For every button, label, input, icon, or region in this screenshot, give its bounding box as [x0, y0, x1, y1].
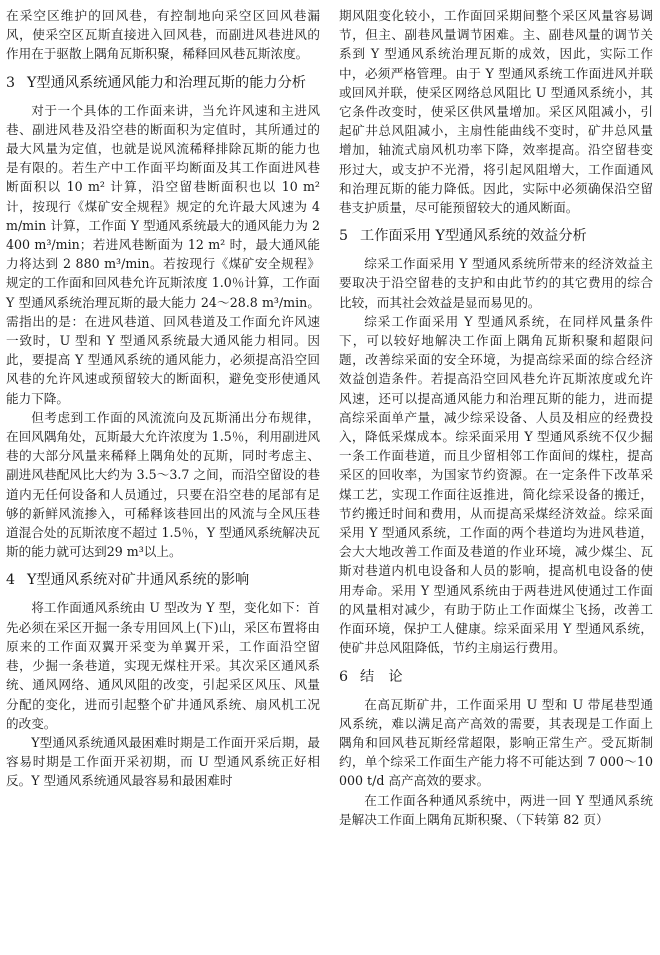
section-number: 3: [6, 74, 16, 91]
paragraph: 在采空区维护的回风巷，有控制地向采空区回风巷漏风，使采空区瓦斯直接进入回风巷，而副进风巷进风的作用在于驱散上隅角瓦斯积聚，稀释回风巷瓦斯浓度。: [6, 8, 320, 62]
paragraph: Y型通风系统通风最困难时期是工作面开采后期，最容易时期是工作面开采初期，而 U 型通风系统正好相反。Y 型通风系统通风最容易和最困难时: [6, 734, 320, 789]
section-title: 工作面采用 Y型通风系统的效益分析: [360, 228, 587, 245]
paragraph: 但考虑到工作面的风流流向及瓦斯涌出分布规律，在回风隅角处，瓦斯最大允许浓度为 1.5％，利用副进风巷的大部分风量来稀释上隅角处的瓦斯，同时考虑主、副进风巷配风比大约为 3.5～3.7 之间，而沿空留设的巷道内无任何设备和人员通过，只要在沿空巷的尾部有足够的新鲜风流掺入，可稀释该巷回出的风流与全风压巷道混合处的瓦斯浓度不超过 1.5％，Y 型通风系统解决瓦斯的能力就可达到29 m³以上。: [6, 409, 320, 560]
section-number: 4: [6, 572, 16, 589]
section-title: Y型通风系统对矿井通风系统的影响: [27, 572, 250, 589]
section-heading-5: [339, 226, 653, 246]
paragraph: 综采工作面采用 Y 型通风系统，在同样风量条件下，可以较好地解决工作面上隅角瓦斯积聚和超限问题，改善综采面的安全环境，为提高综采面的综合经济效益创造条件。若提高沿空回风巷允许瓦斯浓度或允许风速，还可以提高通风能力和治理瓦斯的能力，进而提高综采面单产量，减少综采设备、人员及相应的经费投入，降低采煤成本。综采面采用 Y 型通风系统不仅少掘一条工作面巷道，而且少留相邻工作面间的煤柱，提高采区的回收率，为国家节约资源。在一定条件下改革采煤工艺，实现工作面往返推进，简化综采设备的搬迁，节约搬迁时间和费用，从而提高采煤经济效益。综采面采用 Y 型通风系统，工作面的两个巷道均为进风巷道，会大大地改善工作面及巷道的作业环境，减少煤尘、瓦斯对巷道内机电设备和人员的影响，提高机电设备的使用寿命。采用 Y 型通风系统由于两巷进风使通过工作面的风量相对减少，有助于防止工作面煤尘飞扬，改善工作面环境，保护工人健康。综采面采用 Y 型通风系统，使矿井总风阻降低，节约主扇运行费用。: [339, 313, 653, 656]
section-heading-4: [6, 570, 320, 590]
section-number: 5: [339, 228, 349, 245]
paragraph: 对于一个具体的工作面来讲，当允许风速和主进风巷、副进风巷及沿空巷的断面积为定值时，其所通过的最大风量为定值，也就是说风流稀释排除瓦斯的能力也是有限的。若生产中工作面平均断面及其工作面进风巷断面积以 10 m² 计算，沿空留巷断面积也以 10 m² 计，按现行《煤矿安全规程》规定的允许最大风速为 4 m/min 计算，工作面 Y 型通风系统最大的通风能力为 2 400 m³/min；若进风巷断面为 12 m² 时，最大通风能力将达到 2 880 m³/min。若按现行《煤矿安全规程》规定的工作面和回风巷允许瓦斯浓度 1.0％计算，工作面 Y 型通风系统治理瓦斯的最大能力 24～28.8 m³/min。需指出的是：在进风巷道、回风巷道及工作面允许风速一致时，U 型和 Y 型通风系统最大通风能力相同。因此，要提高 Y 型通风系统的通风能力，必须提高沿空回风巷的允许风速或预留较大的断面积，避免变形使通风能力下降。: [6, 102, 320, 406]
section-number: 6: [339, 668, 349, 685]
paragraph: 期风阻变化较小，工作面回采期间整个采区风量容易调节，但主、副巷风量调节困难。主、副巷风量的调节关系到 Y 型通风系统治理瓦斯的成效，因此，实际工作中，必须严格管理。由于 Y 型通风系统工作面进风并联或回风并联，使采区网络总风阻比 U 型通风系统小，其它条件改变时，使采区供风量增加。采区风阻减小，引起矿井总风阻减小，主扇性能曲线不变时，矿井总风量增加，轴流式扇风机功率下降，效率提高。沿空留巷变形过大，或支护不光滑，将引起风阻增大，工作面通风和治理瓦斯的能力降低。因此，实际中必须确保沿空留巷支护质量，尽可能预留较大的通风断面。: [339, 8, 653, 216]
paragraph: 综采工作面采用 Y 型通风系统所带来的经济效益主要取决于沿空留巷的支护和由此节约的其它费用的综合比较，而其社会效益是显而易见的。: [339, 256, 653, 310]
right-column: [339, 6, 653, 829]
section-title: Y型通风系统通风能力和治理瓦斯的能力分析: [27, 74, 306, 91]
paragraph: 在高瓦斯矿井，工作面采用 U 型和 U 带尾巷型通风系统，难以满足高产高效的需要，其表现是工作面上隅角和回风巷瓦斯经常超限，影响正常生产。受瓦斯制约，单个综采工作面生产能力将不可能达到 7 000～10 000 t/d 高产高效的要求。: [339, 696, 653, 789]
section-title: 结 论: [360, 668, 403, 685]
continued-note: （下转第 82 页）: [515, 811, 609, 827]
paragraph-text: 在工作面各种通风系统中，两进一回 Y 型通风系统是解决工作面上隅角瓦斯积聚、: [339, 792, 653, 827]
section-heading-3: [6, 73, 320, 93]
section-heading-6: [339, 667, 653, 687]
paragraph: 将工作面通风系统由 U 型改为 Y 型，变化如下：首先必须在采区开掘一条专用回风上(下)山，采区布置将由原来的工作面双翼开采变为单翼开采，工作面沿空留巷，少掘一条巷道，实现无煤柱开采。其次采区通风系统、通风网络、通风风阻的改变，引起采区风压、风量分配的变化，进而引起整个矿井通风系统、扇风机工况的改变。: [6, 600, 320, 731]
left-column: [6, 6, 320, 791]
paragraph: [339, 791, 653, 829]
